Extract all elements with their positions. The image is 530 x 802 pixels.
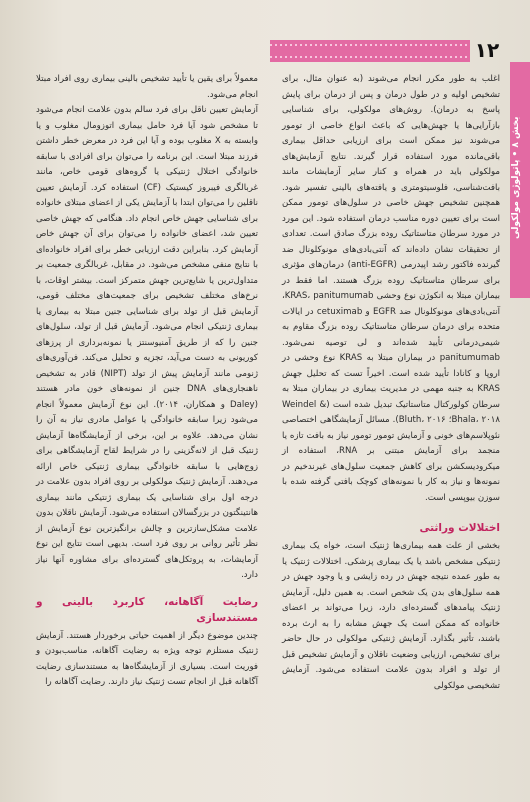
body-paragraph: آزمایش تعیین ناقل برای فرد سالم بدون علامت انجام می‌شود تا مشخص شود آیا فرد حامل بیماری اتوزومال مغلوب و یا وابسته به X مغلوب بوده و آیا این فرد در معرض خطر داشتن فرزند مبتلا است. این برنامه را می‌توان برای افرادی با سابقه خانوادگی اختلال ژنتیکی یا گروه‌های قومی خاص، مانند غربالگری فیبروز کیستیک (CF) استفاده کرد. آزمایش تعیین ناقلین را می‌توان ابتدا با آزمایش یکی از اعضای مبتلای خانواده برای شناسایی جهش خاص انجام داد. هنگامی که جهش خاصی تعیین شد، اعضای خانواده را می‌توان برای آن جهش خاص آزمایش کرد. بنابراین دقت ارزیابی خطر برای افراد خانواده‌ای با نتایج منفی مشخص می‌شود. در مقابل، غربالگری جمعیت بر متداول‌ترین یا شایع‌ترین جهش متمرکز است. بیشتر اوقات، با نرخ‌های مختلف تشخیص برای جمعیت‌های مختلف قومی، آزمایش قبل از تولد برای شناسایی جنین مبتلا به بیماری یا بیماری ژنتیکی انجام می‌شود. آزمایش قبل از تولد، سلول‌های جنین را که از طریق آمنیوسنتز یا نمونه‌برداری از پرزهای کوریونی به دست می‌آید، تجزیه و تحلیل می‌کند. فن‌آوری‌های ژنومی مانند آزمایش پیش از تولد (NIPT) قادر به تشخیص ناهنجاری‌های DNA جنین از نمونه‌های خون مادر هستند (Daley و همکاران، ۲۰۱۴). این نوع آزمایش معمولاً انجام می‌شود زیرا سابقه خانوادگی یا عوامل مادری نیاز به آن را نشان می‌دهد. علاوه بر این، برخی از آزمایشگاه‌ها آزمایش ژنتیک قبل از لانه‌گزینی را در شرایط لقاح آزمایشگاهی برای زوج‌هایی با سابقه خانوادگی بیماری ژنتیکی خاص ارائه می‌دهند. آزمایش ژنتیک مولکولی بر روی افراد بدون علامت در درجه اول برای شناسایی یک بیماری ژنتیکی مانند بیماری هانتینگتون در بزرگسالان استفاده می‌شود. آزمایش ناقلان بدون علامت مشکل‌سازترین و چالش برانگیزترین نوع آزمایش از نظر تأثیر روانی بر روی فرد است. بدیهی است نتایج این نوع آزمایشات، به پروتکل‌های گسترده‌ای برای مشاوره آنها نیاز دارد. [36, 105, 258, 580]
section-heading-informed-consent: رضایت آگاهانه، کاربرد بالینی و مستندسازی [36, 595, 258, 624]
page-number: ۱۲ [474, 38, 500, 62]
left-text-column [36, 72, 258, 691]
body-paragraph: اغلب به طور مکرر انجام می‌شوند (به عنوان مثال، برای تشخیص اولیه و در طول درمان و پس از درمان برای پایش پاسخ به درمان). روش‌های مولکولی، برای شناسایی بازآرایی‌ها یا جهش‌هایی که باعث انواع خاصی از تومور می‌شوند نیز ممکن است برای ارزیابی حداقل بیماری باقی‌مانده مورد استفاده قرار گیرند. نتایج آزمایش‌های مولکولی باید در همراه و کنار سایر آزمایشات مانند بافت‌شناسی، فلوسیتومتری و یافته‌های بالینی تفسیر شود. همچنین تشخیص جهش خاصی در سلول‌های تومور ممکن است برای تعیین دوره مناسب درمان استفاده شود. این مورد در مورد سرطان متاستاتیک روده بزرگ صادق است. تعدادی از تحقیقات نشان داده‌اند که آنتی‌بادی‌های مونوکلونال ضد گیرنده فاکتور رشد اپیدرمی (anti-EGFR) درمان‌های مؤثری برای سرطان متاستاتیک روده بزرگ هستند. اما فقط در بیماران مبتلا به انکوژن نوع وحشی KRAS، panitumumab، آنتی‌بادی‌های مونوکلونال ضد EGFR و cetuximab در ایالات متحده برای درمان سرطان متاستاتیک روده بزرگ مقاوم به شیمی‌درمانی تأیید شده‌اند و لی توصیه نمی‌شود. panitumumab در بیماران مبتلا به KRAS نوع وحشی در اروپا و کانادا تأیید شده است. اخیراً تست که تحلیل جهش KRAS به جنبه مهمی در مدیریت بیماری در بیماران مبتلا به سرطان کولورکتال متاستاتیک تبدیل شده است (Weindel & Bhala، ۲۰۱۸؛ Bluth، ۲۰۱۶). مسائل آزمایشگاهی اختصاصی نئوپلاسم‌های خونی و آزمایش تومور تومور نیاز به بافت تازه یا منجمد برای آزمایش مبتنی بر RNA، استفاده از میکرودیسکشن برای کاهش جمعیت سلول‌های غیرندخیم در نمونه‌ها و نیاز به کار با نمونه‌های کوچک بافتی گرفته شده با سوزن بیوپسی است. [282, 74, 501, 503]
chapter-label: بخش ۸ • پاتولوژی مولکولی [511, 116, 521, 240]
body-paragraph: بخشی از علت همه بیماری‌ها ژنتیک است، خواه یک بیماری ژنتیکی مشخص باشد یا یک بیماری پزشکی. اختلالات ژنتیک یا به طور عمده نتیجه جهش در رده زایشی و یا وجود جهش در همه سلول‌های بدن یک شخص است. به همین دلیل، آزمایش ژنتیک پیامدهای گسترده‌ای دارد، زیرا می‌تواند بر اعضای خانواده که ممکن است یک جهش مشابه را به ارث برده باشند، تأثیر بگذارد. آزمایش ژنتیکی مولکولی در حال حاضر برای تشخیص، ارزیابی وضعیت ناقلان و آزمایش تشخیص قبل از تولد و افراد بدون علامت استفاده می‌شود. آزمایش تشخیصی مولکولی [282, 541, 500, 691]
right-text-column [282, 72, 500, 694]
body-paragraph: چندین موضوع دیگر از اهمیت حیاتی برخوردار هستند. آزمایش ژنتیک مستلزم توجه ویژه به رضایت آگاهانه، مناسب‌بودن و فوریت است. بسیاری از آزمایشگاه‌ها به مستندسازی رضایت آگاهانه قبل از انجام تست ژنتیک نیاز دارند. رضایت آگاهانه را [36, 630, 258, 687]
body-paragraph: معمولاً برای یقین یا تأیید تشخیص بالینی بیماری روی افراد مبتلا انجام می‌شود. [36, 74, 258, 100]
section-heading-hereditary-disorders: اختلالات وراثتی [419, 522, 500, 534]
header-decorative-band [270, 40, 470, 62]
